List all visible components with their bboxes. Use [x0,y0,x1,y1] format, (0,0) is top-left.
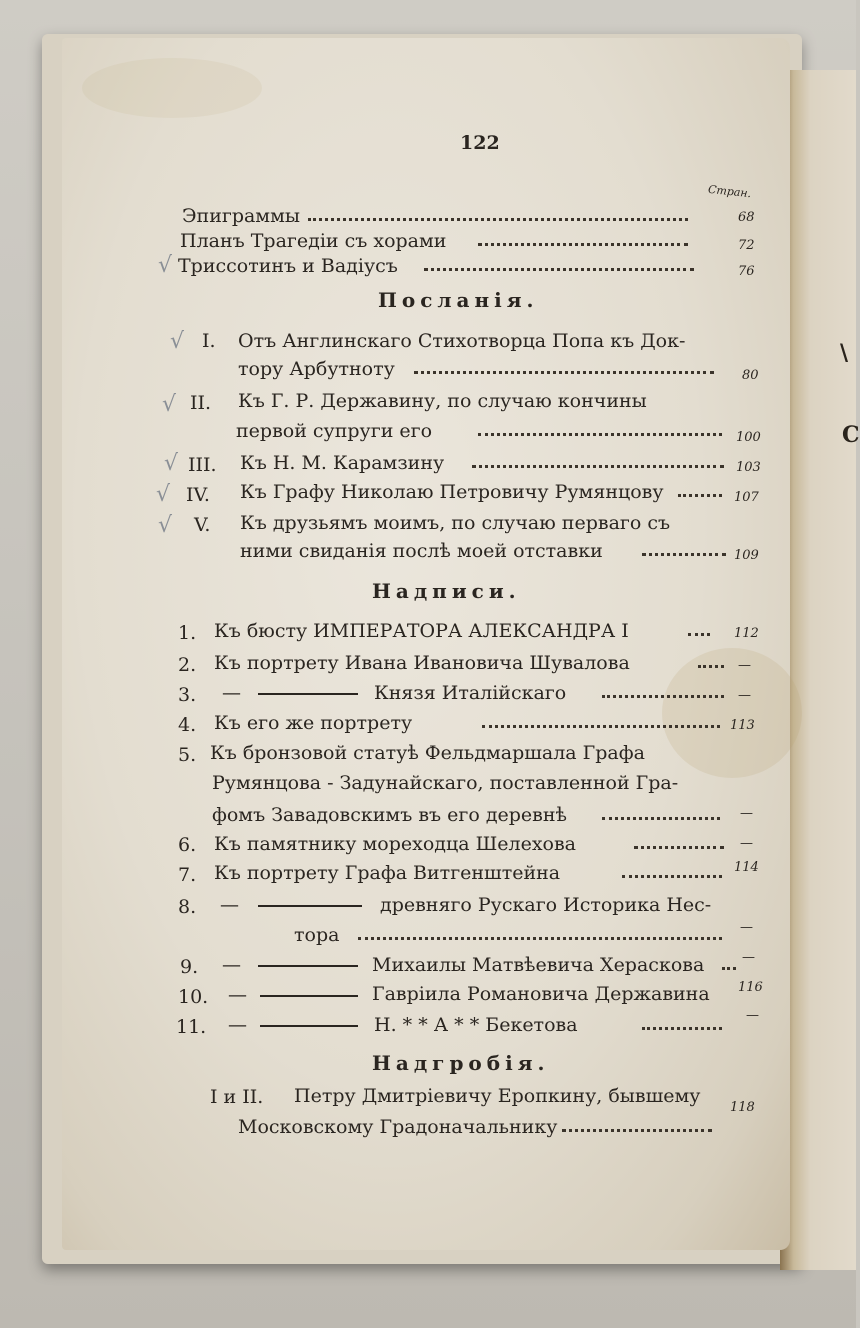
item-number: 4. [178,714,197,736]
item-number: V. [194,514,211,536]
leader-dots [634,846,724,849]
leader-dots [678,494,722,497]
ditto-rule [258,693,358,695]
toc-entry-epigrammy: Эпиграммы [182,205,300,227]
toc-page: — [740,836,753,851]
toc-page: 80 [742,368,759,383]
leader-dots [642,553,726,556]
toc-page: — [738,658,751,673]
toc-entry-line: Н. * * А * * Бекетова [374,1014,578,1036]
leader-dots [472,465,724,468]
section-heading-nadgrobiya: Надгробія. [372,1051,550,1075]
leader-dots [478,243,688,246]
item-number: 2. [178,654,197,676]
leader-dots [482,725,720,728]
toc-entry-line: тору Арбутноту [238,358,395,380]
leader-dots [642,1027,722,1030]
toc-entry-trissotin: Триссотинъ и Вадіусъ [178,255,398,277]
toc-entry-line: Румянцова - Задунайскаго, поставленной Гра- [212,772,679,794]
toc-page: 100 [736,430,761,445]
item-number: III. [188,454,217,476]
toc-page: 118 [730,1100,755,1115]
section-heading-nadpisi: Надписи. [372,579,521,603]
ditto-dash: — [228,984,247,1006]
toc-entry-line: Къ памятнику мореходца Шелехова [214,833,577,855]
section-heading-poslaniya: Посланія. [378,288,539,312]
item-number: I и II. [210,1086,264,1108]
toc-entry-line: Къ портрету Графа Витгенштейна [214,862,561,884]
leader-dots [562,1129,712,1132]
toc-page: 109 [734,548,759,563]
toc-page: — [738,688,751,703]
toc-entry-line: Къ портрету Ивана Ивановича Шувалова [214,652,630,674]
leader-dots [424,268,694,271]
toc-entry-line: фомъ Завадовскимъ въ его деревнѣ [212,804,567,826]
ditto-rule [258,965,358,967]
toc-page: 107 [734,490,759,505]
leader-dots [358,937,722,940]
toc-page: 76 [738,264,755,279]
leader-dots [698,665,724,668]
toc-entry-line: Къ Н. М. Карамзину [240,452,445,474]
toc-entry-line: первой супруги его [236,420,433,442]
toc-page: 103 [736,460,761,475]
toc-page: 112 [734,626,759,641]
item-number: 6. [178,834,197,856]
toc-entry-line: Князя Италійскаго [374,682,567,704]
toc-entry-line: Къ Г. Р. Державину, по случаю кончины [238,390,647,412]
facing-page-fragment: \ [840,340,849,366]
page-number: 122 [460,132,500,154]
item-number: II. [190,392,212,414]
toc-page: 68 [738,210,755,225]
paper-stain [662,648,802,778]
ditto-rule [258,905,362,907]
check-mark: √ [170,329,185,354]
facing-page [780,70,860,1270]
page-column-label: Стран. [707,182,752,201]
check-mark: √ [164,451,179,476]
facing-page-fragment: С [842,422,860,448]
toc-page: 113 [730,718,755,733]
item-number: 10. [178,986,209,1008]
ditto-dash: — [220,894,239,916]
toc-entry-line: Къ Графу Николаю Петровичу Румянцову [240,481,664,503]
item-number: 3. [178,684,197,706]
toc-entry-line: Михаилы Матвѣевича Хераскова [372,954,705,976]
ditto-rule [260,995,358,997]
toc-entry-line: ними свиданія послѣ моей отставки [240,540,603,562]
toc-page: — [740,806,753,821]
item-number: 7. [178,864,197,886]
toc-page: 116 [738,980,763,995]
toc-entry-plan-tragedii: Планъ Трагедіи съ хорами [180,230,447,252]
book-page [62,38,790,1250]
toc-page: — [740,920,753,935]
toc-entry-line: Гавріила Романовича Державина [372,983,710,1005]
check-mark: √ [156,482,171,507]
leader-dots [688,633,710,636]
leader-dots [414,371,714,374]
ditto-dash: — [228,1014,247,1036]
leader-dots [602,817,720,820]
toc-page: 114 [734,860,759,875]
check-mark: √ [162,392,177,417]
leader-dots [622,875,722,878]
item-number: 1. [178,622,197,644]
toc-page: — [742,950,755,965]
toc-entry-line: Къ бюсту ИМПЕРАТОРА АЛЕКСАНДРА I [214,620,629,642]
ditto-rule [260,1025,358,1027]
leader-dots [478,433,722,436]
toc-entry-line: Петру Дмитріевичу Еропкину, бывшему [294,1085,701,1107]
ditto-dash: — [222,954,241,976]
toc-page: — [746,1008,759,1023]
ditto-dash: — [222,682,241,704]
toc-entry-line: древняго Рускаго Историка Нес- [380,894,712,916]
toc-entry-line: Къ бронзовой статуѣ Фельдмаршала Графа [210,742,645,764]
toc-entry-line: Къ друзьямъ моимъ, по случаю перваго съ [240,512,671,534]
item-number: IV. [186,484,210,506]
toc-entry-line: Московскому Градоначальнику [238,1116,558,1138]
leader-dots [308,218,688,221]
toc-page: 72 [738,238,755,253]
check-mark: √ [158,253,173,278]
toc-entry-line: Отъ Англинскаго Стихотворца Попа къ Док- [238,330,686,352]
item-number: 11. [176,1016,207,1038]
item-number: I. [202,330,216,352]
check-mark: √ [158,513,173,538]
leader-dots [722,967,736,970]
leader-dots [602,695,724,698]
item-number: 5. [178,744,197,766]
paper-stain [82,58,262,118]
item-number: 9. [180,956,199,978]
toc-entry-line: Къ его же портрету [214,712,413,734]
item-number: 8. [178,896,197,918]
toc-entry-line: тора [294,924,340,946]
